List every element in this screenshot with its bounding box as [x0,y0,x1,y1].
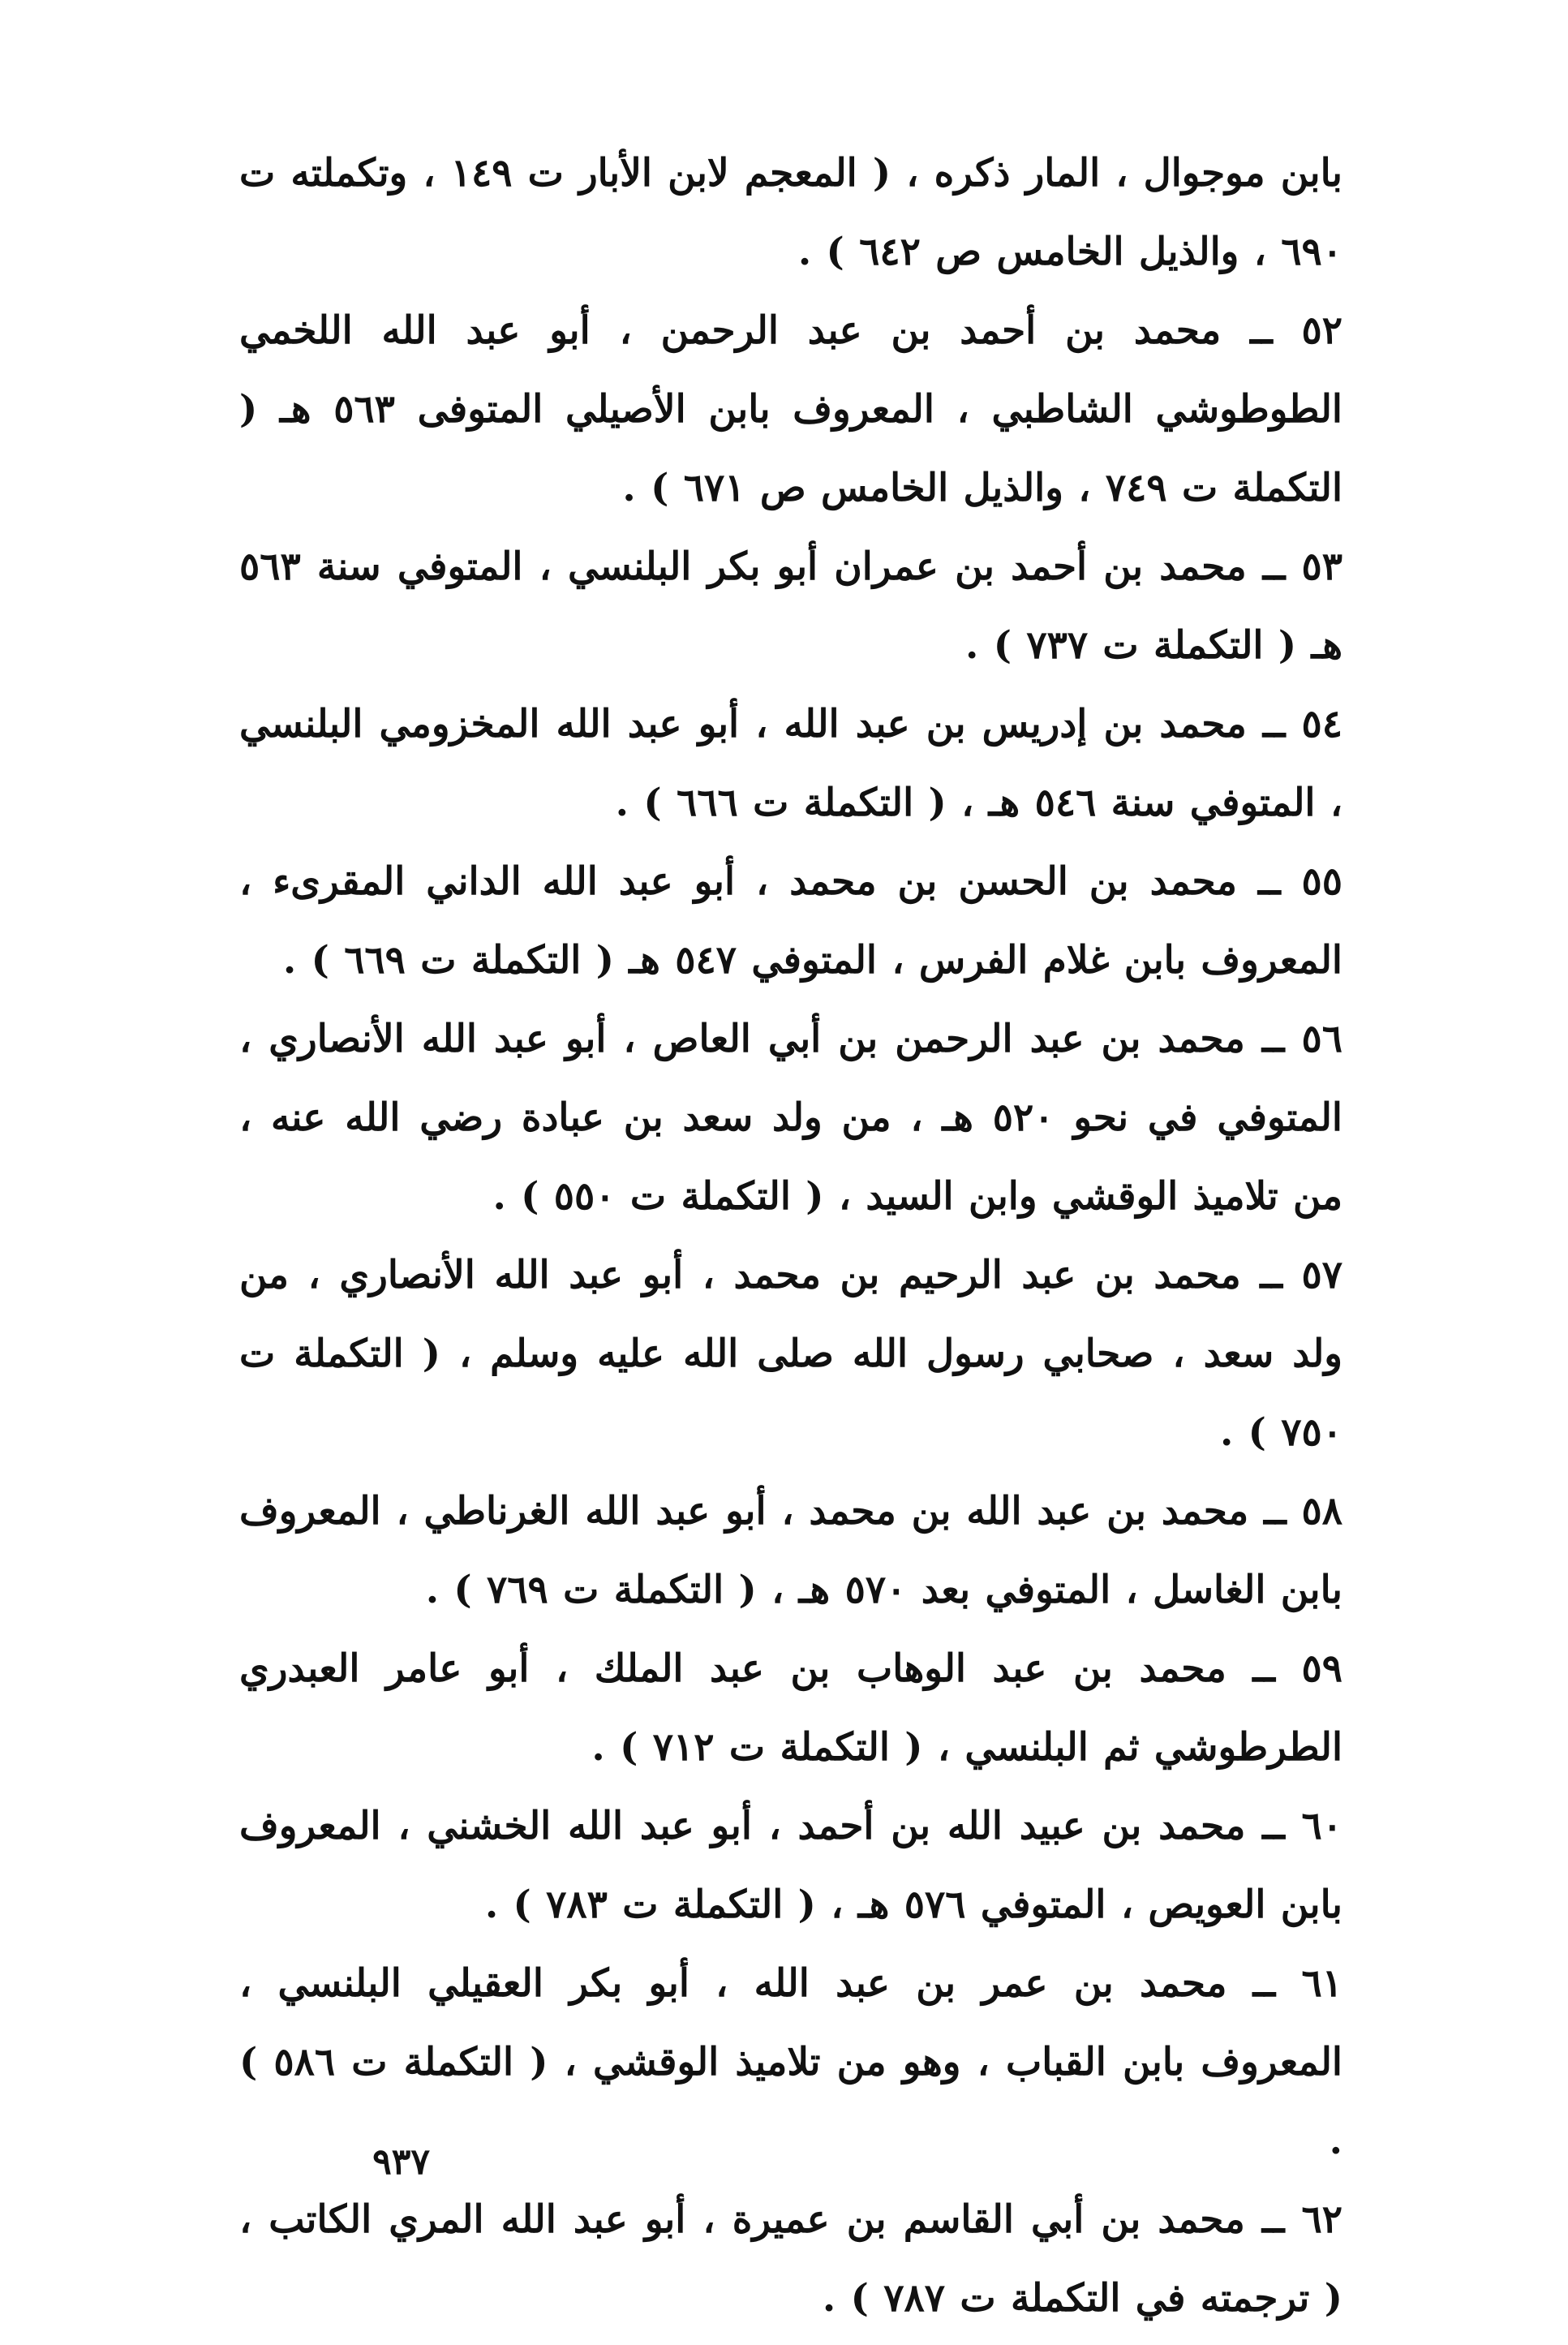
entry-53-paragraph: ٥٣ ــ محمد بن أحمد بن عمران أبو بكر البلنسي ، المتوفي سنة ٥٦٣ هـ ( التكملة ت ٧٣٧ ) . [239,544,1342,668]
entry-61-paragraph: ٦١ ــ محمد بن عمر بن عبد الله ، أبو بكر العقيلي البلنسي ، المعروف بابن القباب ، وهو من تلاميذ الوقشي ، ( التكملة ت ٥٨٦ ) . [239,1961,1342,2163]
entry-54-paragraph: ٥٤ ــ محمد بن إدريس بن عبد الله ، أبو عبد الله المخزومي البلنسي ، المتوفي سنة ٥٤٦ هـ ، ( التكملة ت ٦٦٦ ) . [239,702,1342,825]
entry-60-paragraph: ٦٠ ــ محمد بن عبيد الله بن أحمد ، أبو عبد الله الخشني ، المعروف بابن العويص ، المتوفي ٥٧٦ هـ ، ( التكملة ت ٧٨٣ ) . [239,1804,1342,1927]
entry-continuation-paragraph: بابن موجوال ، المار ذكره ، ( المعجم لابن الأبار ت ١٤٩ ، وتكملته ت ٦٩٠ ، والذيل الخامس ص ٦٤٢ ) . [239,151,1342,274]
entry-55-paragraph: ٥٥ ــ محمد بن الحسن بن محمد ، أبو عبد الله الداني المقرىء ، المعروف بابن غلام الفرس ، المتوفي ٥٤٧ هـ ( التكملة ت ٦٦٩ ) . [239,859,1342,983]
entry-56-paragraph: ٥٦ ــ محمد بن عبد الرحمن بن أبي العاص ، أبو عبد الله الأنصاري ، المتوفي في نحو ٥٢٠ هـ ، من ولد سعد بن عبادة رضي الله عنه ، من تلاميذ الوقشي وابن السيد ، ( التكملة ت ٥٥٠ ) . [239,1017,1342,1219]
entry-59-paragraph: ٥٩ ــ محمد بن عبد الوهاب بن عبد الملك ، أبو عامر العبدري الطرطوشي ثم البلنسي ، ( التكملة ت ٧١٢ ) . [239,1646,1342,1770]
page-number: ٩٣٧ [372,2141,430,2183]
entry-62-paragraph: ٦٢ ــ محمد بن أبي القاسم بن عميرة ، أبو عبد الله المري الكاتب ، ( ترجمته في التكملة ت ٧٨٧ ) . [239,2197,1342,2321]
biography-entries [239,134,1342,2338]
entry-58-paragraph: ٥٨ ــ محمد بن عبد الله بن محمد ، أبو عبد الله الغرناطي ، المعروف بابن الغاسل ، المتوفي بعد ٥٧٠ هـ ، ( التكملة ت ٧٦٩ ) . [239,1489,1342,1612]
entry-57-paragraph: ٥٧ ــ محمد بن عبد الرحيم بن محمد ، أبو عبد الله الأنصاري ، من ولد سعد ، صحابي رسول الله صلى الله عليه وسلم ، ( التكملة ت ٧٥٠ ) . [239,1253,1342,1455]
entry-52-paragraph: ٥٢ ــ محمد بن أحمد بن عبد الرحمن ، أبو عبد الله اللخمي الطوطوشي الشاطبي ، المعروف بابن الأصيلي المتوفى ٥٦٣ هـ ( التكملة ت ٧٤٩ ، والذيل الخامس ص ٦٧١ ) . [239,308,1342,510]
